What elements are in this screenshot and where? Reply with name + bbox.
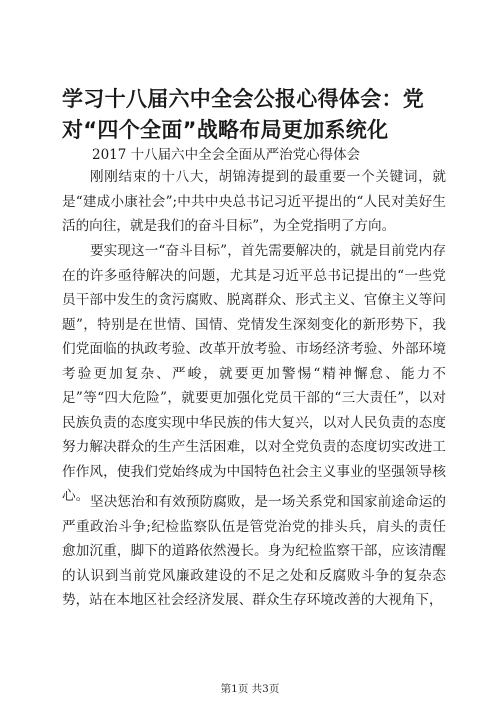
page-footer: 第1页 共3页 <box>220 683 280 695</box>
paragraph-2: 要实现这一“奋斗目标”，首先需要解决的，就是目前党内存在的许多亟待解决的问题，尤其是习近平总书记提出的“一些党员干部中发生的贪污腐败、脱离群众、形式主义、官僚主义等问题”，特别是在世情、国情、党情发生深刻变化的新形势下，我们党面临的执政考验、改革开放考验、市场经济考验、外部环境考验更加复杂、严峻，就要更加警惕“精神懈怠、能力不足”等“四大危险”，就要更加强化党员干部的“三大责任”，以对民族负责的态度实现中华民族的伟大复兴，以对人民负责的态度努力解决群众的生产生活困难，以对全党负责的态度切实改进工作作风，使我们党始终成为中国特色社会主义事业的坚强领导核心。 <box>62 243 446 504</box>
paragraph-1: 刚刚结束的十八大，胡锦涛提到的最重要一个关键词，就是“建成小康社会”;中共中央总书记习近平提出的“人民对美好生活的向往，就是我们的奋斗目标”，为全党指明了方向。 <box>62 169 446 234</box>
paragraph-3: 坚决惩治和有效预防腐败，是一场关系党和国家前途命运的严重政治斗争;纪检监察队伍是管党治党的排头兵，肩头的责任愈加沉重，脚下的道路依然漫长。身为纪检监察干部，应该清醒的认识到当前党风廉政建设的不足之处和反腐败斗争的复杂态势，站在本地区社会经济发展、群众生存环境改善的大视角下， <box>62 494 446 608</box>
document-subtitle: 2017 十八届六中全会全面从严治党心得体会 <box>92 147 361 163</box>
document-title: 学习十八届六中全会公报心得体会：党对“四个全面”战略布局更加系统化 <box>62 87 425 142</box>
